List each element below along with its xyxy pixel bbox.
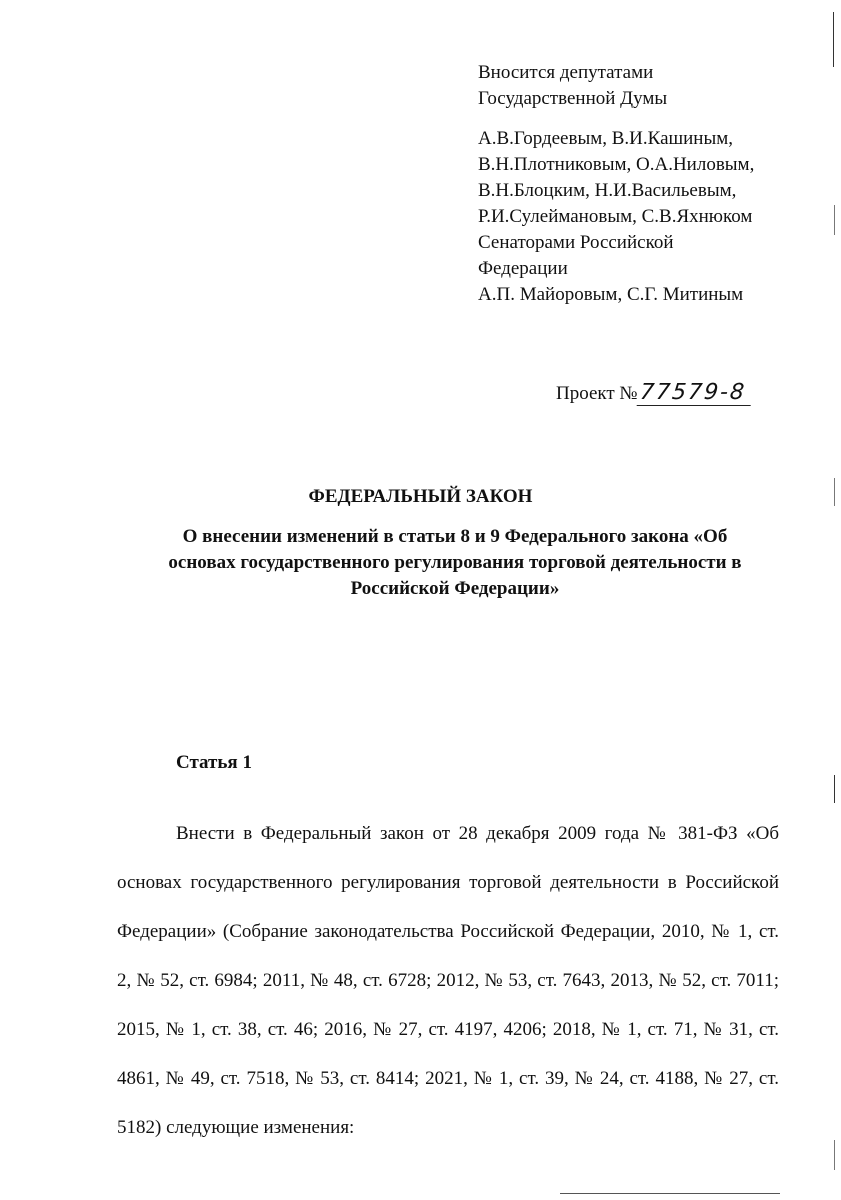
author-line-7: А.П. Майоровым, С.Г. Митиным (478, 284, 744, 305)
scan-edge-mark (834, 478, 835, 506)
introduced-by-block (478, 60, 818, 308)
author-line-6: Федерации (478, 258, 568, 279)
bottom-scan-line (560, 1193, 780, 1194)
project-label: Проект № (556, 383, 638, 404)
law-type-heading: ФЕДЕРАЛЬНЫЙ ЗАКОН (308, 486, 533, 507)
project-number-handwritten: 77579-8 (636, 380, 753, 406)
scan-edge-mark (834, 775, 835, 803)
article-1-text: Внести в Федеральный закон от 28 декабря 2009 года № 381-ФЗ «Об основах государственного регулирования торговой деятельности в Российской Федерации» (Собрание законодательства Российской Федерации, 2010, № 1, ст. 2, № 52, ст. 6984; 2011, № 48, ст. 6728; 2012, № 53, ст. 7643, 2013, № 52, ст. 7011; 2015, № 1, ст. 38, ст. 46; 2016, № 27, ст. 4197, 4206; 2018, № 1, ст. 71, № 31, ст. 4861, № 49, ст. 7518, № 53, ст. 8414; 2021, № 1, ст. 39, № 24, ст. 4188, № 27, ст. 5182) следующие изменения: (117, 823, 779, 1138)
introduced-by-line-1: Вносится депутатами (478, 62, 654, 83)
scan-edge-mark (834, 1140, 835, 1170)
author-line-3: В.Н.Блоцким, Н.И.Васильевым, (478, 180, 737, 201)
author-line-4: Р.И.Сулеймановым, С.В.Яхнюком (478, 206, 753, 227)
project-number-block (556, 380, 751, 406)
introduced-by-line-2: Государственной Думы (478, 88, 668, 109)
author-line-2: В.Н.Плотниковым, О.А.Ниловым, (478, 154, 755, 175)
law-title: О внесении изменений в статьи 8 и 9 Федерального закона «Об основах государственного регулирования торговой деятельности в Российской Федерации» (168, 526, 742, 599)
article-1-heading: Статья 1 (176, 752, 252, 773)
author-line-5: Сенаторами Российской (478, 232, 674, 253)
scan-edge-mark (833, 12, 834, 67)
scan-edge-mark (834, 205, 835, 235)
author-line-1: А.В.Гордеевым, В.И.Кашиным, (478, 128, 734, 149)
